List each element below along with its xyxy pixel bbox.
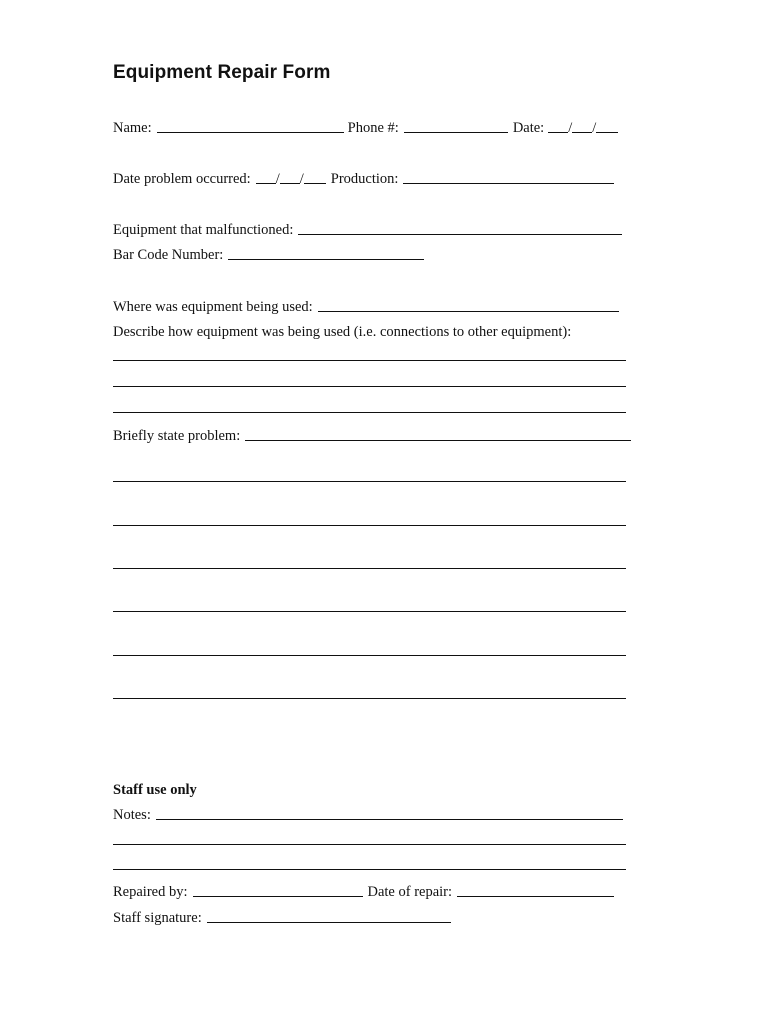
date-year-field[interactable] bbox=[596, 132, 618, 133]
describe-line[interactable] bbox=[113, 412, 626, 413]
problem-day-field[interactable] bbox=[280, 183, 300, 184]
problem-line[interactable] bbox=[113, 481, 626, 482]
where-used-row bbox=[113, 295, 619, 315]
date-slash: / bbox=[299, 171, 304, 187]
staff-heading: Staff use only bbox=[113, 782, 197, 798]
describe-row bbox=[113, 320, 571, 340]
problem-line[interactable] bbox=[113, 611, 626, 612]
staff-heading-row bbox=[113, 778, 197, 798]
equipment-row bbox=[113, 218, 622, 238]
notes-line[interactable] bbox=[113, 869, 626, 870]
problem-label: Briefly state problem: bbox=[113, 428, 241, 444]
production-field[interactable] bbox=[403, 183, 614, 184]
problem-line[interactable] bbox=[113, 568, 626, 569]
phone-label: Phone #: bbox=[347, 120, 399, 136]
notes-line[interactable] bbox=[113, 844, 626, 845]
date-problem-row bbox=[113, 167, 614, 187]
equipment-label: Equipment that malfunctioned: bbox=[113, 222, 294, 238]
date-slash: / bbox=[592, 120, 597, 136]
production-label: Production: bbox=[330, 171, 399, 187]
phone-field[interactable] bbox=[404, 132, 508, 133]
date-month-field[interactable] bbox=[548, 132, 568, 133]
where-used-label: Where was equipment being used: bbox=[113, 299, 313, 315]
date-day-field[interactable] bbox=[572, 132, 592, 133]
name-label: Name: bbox=[113, 120, 152, 136]
describe-label: Describe how equipment was being used (i.e. connections to other equipment): bbox=[113, 324, 572, 340]
page-title: Equipment Repair Form bbox=[113, 62, 331, 83]
describe-line[interactable] bbox=[113, 386, 626, 387]
problem-line[interactable] bbox=[113, 525, 626, 526]
date-problem-label: Date problem occurred: bbox=[113, 171, 251, 187]
notes-row bbox=[113, 803, 623, 823]
problem-line[interactable] bbox=[113, 655, 626, 656]
barcode-label: Bar Code Number: bbox=[113, 247, 224, 263]
repaired-by-label: Repaired by: bbox=[113, 884, 188, 900]
problem-month-field[interactable] bbox=[256, 183, 276, 184]
problem-line[interactable] bbox=[113, 698, 626, 699]
barcode-field[interactable] bbox=[228, 259, 424, 260]
barcode-row bbox=[113, 243, 424, 263]
date-repair-label: Date of repair: bbox=[367, 884, 453, 900]
name-phone-date-row bbox=[113, 116, 618, 136]
equipment-field[interactable] bbox=[298, 234, 622, 235]
signature-label: Staff signature: bbox=[113, 910, 202, 926]
signature-field[interactable] bbox=[207, 922, 451, 923]
problem-row bbox=[113, 424, 631, 444]
where-used-field[interactable] bbox=[318, 311, 619, 312]
describe-line[interactable] bbox=[113, 360, 626, 361]
date-label: Date: bbox=[512, 120, 545, 136]
date-repair-field[interactable] bbox=[457, 896, 614, 897]
problem-year-field[interactable] bbox=[304, 183, 326, 184]
signature-row bbox=[113, 906, 451, 926]
repair-row bbox=[113, 880, 614, 900]
date-slash: / bbox=[275, 171, 280, 187]
date-slash: / bbox=[568, 120, 573, 136]
notes-label: Notes: bbox=[113, 807, 151, 823]
notes-field[interactable] bbox=[156, 819, 623, 820]
name-field[interactable] bbox=[157, 132, 344, 133]
repaired-by-field[interactable] bbox=[193, 896, 363, 897]
problem-field[interactable] bbox=[245, 440, 631, 441]
